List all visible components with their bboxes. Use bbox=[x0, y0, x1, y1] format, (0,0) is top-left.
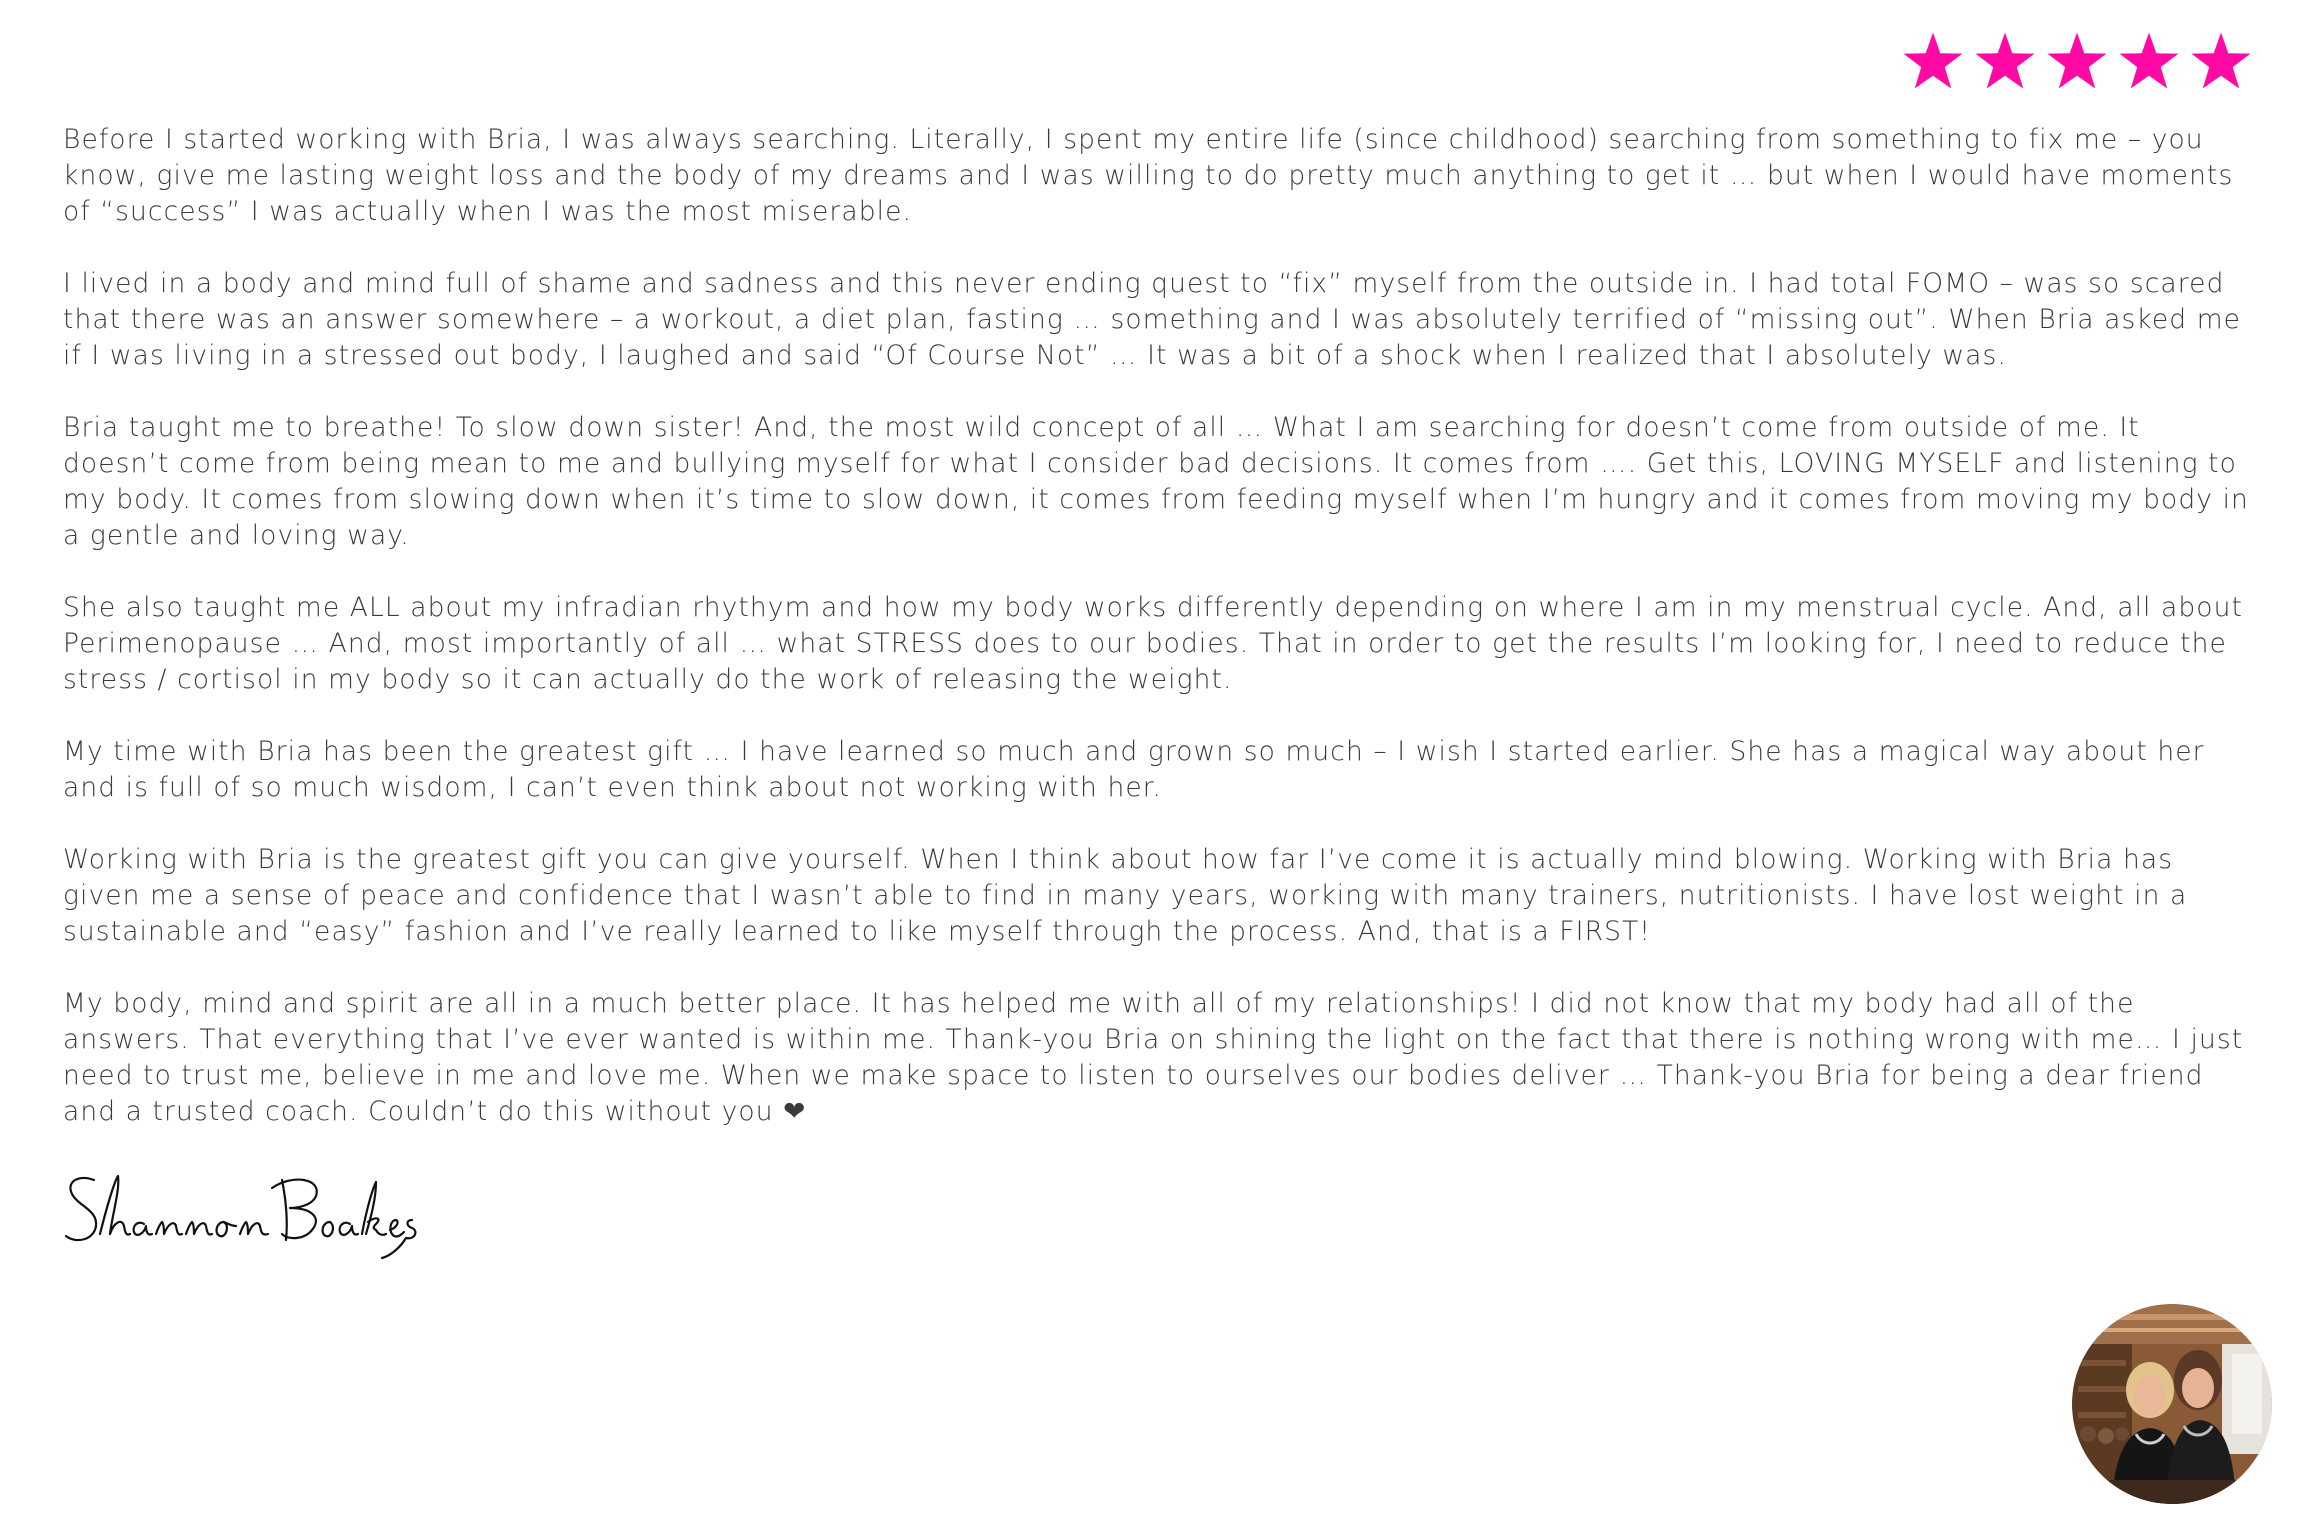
star-icon bbox=[2046, 30, 2108, 92]
testimonial-paragraph: She also taught me ALL about my infradian rhythym and how my body works differently depending on where I am in my menstrual cycle. And, all about Perimenopause … And, most importantly of all … what STRESS does to our bodies. That in order to get the results I’m looking for, I need to reduce the stress / cortisol in my body so it can actually do the work of releasing the weight. bbox=[63, 592, 2243, 695]
handwritten-signature bbox=[60, 1160, 420, 1270]
testimonial-paragraph: I lived in a body and mind full of shame and sadness and this never ending quest to “fix” myself from the outside in. I had total FOMO – was so scared that there was an answer somewhere – a workout, a diet plan, fasting … something and I was absolutely terrified of “missing out”. When Bria asked me if I was living in a stressed out body, I laughed and said “Of Course Not” … It was a bit of a shock when I realized that I absolutely was. bbox=[63, 268, 2242, 371]
star-rating bbox=[1902, 30, 2252, 92]
testimonial-paragraph: Working with Bria is the greatest gift you can give yourself. When I think about how far I’ve come it is actually mind blowing. Working with Bria has given me a sense of peace and confidence that I wasn’t able to find in many years, working with many trainers, nutritionists. I have lost weight in a sustainable and “easy” fashion and I’ve really learned to like myself through the process. And, that is a FIRST! bbox=[63, 844, 2188, 947]
testimonial-paragraph: My time with Bria has been the greatest gift … I have learned so much and grown so much – I wish I started earlier. She has a magical way about her and is full of so much wisdom, I can’t even think about not working with her. bbox=[63, 736, 2205, 803]
star-icon bbox=[2118, 30, 2180, 92]
testimonial-paragraph: Bria taught me to breathe! To slow down sister! And, the most wild concept of all … What I am searching for doesn’t come from outside of me. It doesn’t come from being mean to me and bullying myself for what I consider bad decisions. It comes from …. Get this, LOVING MYSELF and listening to my body. It comes from slowing down when it’s time to slow down, it comes from feeding myself when I’m hungry and it comes from moving my body in a gentle and loving way. bbox=[63, 412, 2249, 551]
testimonial-body bbox=[63, 122, 2253, 1166]
star-icon bbox=[1902, 30, 1964, 92]
testimonial-paragraph: My body, mind and spirit are all in a much better place. It has helped me with all of my relationships! I did not know that my body had all of the answers. That everything that I’ve ever wanted is within me. Thank-you Bria on shining the light on the fact that there is nothing wrong with me… I just need to trust me, believe in me and love me. When we make space to listen to ourselves our bodies deliver … Thank-you Bria for being a dear friend and a trusted coach. Couldn’t do this without you ❤ bbox=[63, 988, 2244, 1127]
testimonial-paragraph: Before I started working with Bria, I was always searching. Literally, I spent my entire life (since childhood) searching from something to fix me – you know, give me lasting weight loss and the body of my dreams and I was willing to do pretty much anything to get it … but when I would have moments of “success” I was actually when I was the most miserable. bbox=[63, 124, 2234, 227]
customer-photo bbox=[2072, 1304, 2272, 1504]
star-icon bbox=[2190, 30, 2252, 92]
star-icon bbox=[1974, 30, 2036, 92]
